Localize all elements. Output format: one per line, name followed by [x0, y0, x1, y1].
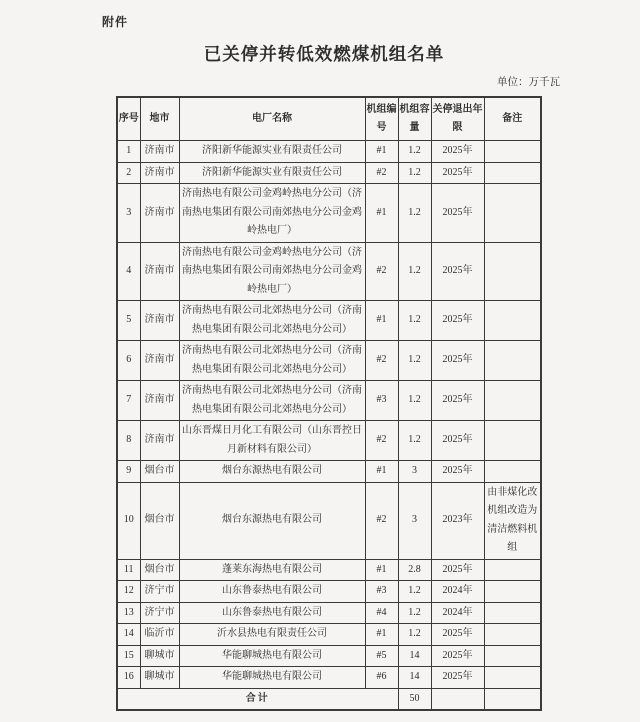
city-cell: 烟台市: [140, 461, 179, 483]
remark-cell: [484, 141, 541, 163]
table-row: [117, 559, 541, 581]
table-row: [117, 624, 541, 646]
remark-cell: [484, 301, 541, 341]
city-cell: 济南市: [140, 301, 179, 341]
unit-number-cell: #1: [365, 141, 398, 163]
retire-year-cell: 2025年: [431, 624, 484, 646]
plant-name-cell: 济阳新华能源实业有限责任公司: [179, 162, 365, 184]
unit-number-cell: #2: [365, 242, 398, 301]
row-number-cell: 14: [117, 624, 140, 646]
remark-cell: [484, 421, 541, 461]
city-cell: 烟台市: [140, 559, 179, 581]
total-label-cell: 合计: [117, 688, 398, 710]
city-cell: 济宁市: [140, 602, 179, 624]
table-row: [117, 602, 541, 624]
city-cell: 济南市: [140, 242, 179, 301]
row-number-cell: 15: [117, 645, 140, 667]
table-header-row: [117, 97, 541, 141]
unit-number-cell: #1: [365, 184, 398, 243]
unit-number-cell: #3: [365, 581, 398, 603]
row-number-cell: 2: [117, 162, 140, 184]
remark-cell: [484, 602, 541, 624]
units-table: [116, 96, 542, 711]
table-row: [117, 184, 541, 243]
plant-name-cell: 烟台东源热电有限公司: [179, 482, 365, 559]
plant-name-cell: 济阳新华能源实业有限责任公司: [179, 141, 365, 163]
capacity-cell: 2.8: [398, 559, 431, 581]
retire-year-cell: 2025年: [431, 184, 484, 243]
plant-name-cell: 烟台东源热电有限公司: [179, 461, 365, 483]
row-number-cell: 4: [117, 242, 140, 301]
unit-number-cell: #1: [365, 559, 398, 581]
header-serial-number: 序号: [117, 97, 140, 141]
remark-cell: [484, 162, 541, 184]
table-row: [117, 242, 541, 301]
header-unit-capacity: 机组容量: [398, 97, 431, 141]
table-row: [117, 667, 541, 689]
retire-year-cell: 2025年: [431, 667, 484, 689]
retire-year-cell: 2023年: [431, 482, 484, 559]
plant-name-cell: 济南热电有限公司金鸡岭热电分公司（济南热电集团有限公司南郊热电分公司金鸡岭热电厂）: [179, 184, 365, 243]
retire-year-cell: 2025年: [431, 461, 484, 483]
header-remark: 备注: [484, 97, 541, 141]
unit-number-cell: #6: [365, 667, 398, 689]
row-number-cell: 8: [117, 421, 140, 461]
city-cell: 济南市: [140, 162, 179, 184]
total-retire-year-cell: [431, 688, 484, 710]
row-number-cell: 6: [117, 341, 140, 381]
retire-year-cell: 2025年: [431, 645, 484, 667]
row-number-cell: 11: [117, 559, 140, 581]
plant-name-cell: 华能聊城热电有限公司: [179, 667, 365, 689]
retire-year-cell: 2025年: [431, 421, 484, 461]
capacity-cell: 1.2: [398, 602, 431, 624]
row-number-cell: 16: [117, 667, 140, 689]
table-row: [117, 381, 541, 421]
table-body: [117, 141, 541, 711]
capacity-cell: 1.2: [398, 162, 431, 184]
plant-name-cell: 华能聊城热电有限公司: [179, 645, 365, 667]
retire-year-cell: 2024年: [431, 602, 484, 624]
plant-name-cell: 蓬莱东海热电有限公司: [179, 559, 365, 581]
unit-number-cell: #2: [365, 162, 398, 184]
remark-cell: [484, 381, 541, 421]
remark-cell: [484, 341, 541, 381]
unit-number-cell: #4: [365, 602, 398, 624]
table-row: [117, 645, 541, 667]
remark-cell: [484, 461, 541, 483]
table-row: [117, 461, 541, 483]
capacity-cell: 1.2: [398, 581, 431, 603]
unit-number-cell: #1: [365, 301, 398, 341]
table-row: [117, 421, 541, 461]
unit-number-cell: #1: [365, 461, 398, 483]
capacity-cell: 1.2: [398, 242, 431, 301]
city-cell: 济南市: [140, 341, 179, 381]
row-number-cell: 7: [117, 381, 140, 421]
total-remark-cell: [484, 688, 541, 710]
row-number-cell: 5: [117, 301, 140, 341]
header-unit-number: 机组编号: [365, 97, 398, 141]
table-row: [117, 341, 541, 381]
table-row: [117, 141, 541, 163]
unit-number-cell: #3: [365, 381, 398, 421]
capacity-cell: 1.2: [398, 341, 431, 381]
table-row: [117, 301, 541, 341]
total-row: [117, 688, 541, 710]
city-cell: 聊城市: [140, 667, 179, 689]
unit-number-cell: #1: [365, 624, 398, 646]
retire-year-cell: 2024年: [431, 581, 484, 603]
row-number-cell: 3: [117, 184, 140, 243]
unit-number-cell: #2: [365, 421, 398, 461]
capacity-cell: 1.2: [398, 184, 431, 243]
remark-cell: 由非煤化改机组改造为清洁燃料机组: [484, 482, 541, 559]
unit-number-cell: #5: [365, 645, 398, 667]
city-cell: 临沂市: [140, 624, 179, 646]
total-capacity-cell: 50: [398, 688, 431, 710]
city-cell: 济南市: [140, 381, 179, 421]
table-row: [117, 581, 541, 603]
row-number-cell: 13: [117, 602, 140, 624]
table-row: [117, 162, 541, 184]
table-row: [117, 482, 541, 559]
header-city: 地市: [140, 97, 179, 141]
retire-year-cell: 2025年: [431, 381, 484, 421]
plant-name-cell: 济南热电有限公司北郊热电分公司（济南热电集团有限公司北郊热电分公司）: [179, 341, 365, 381]
header-plant-name: 电厂名称: [179, 97, 365, 141]
capacity-cell: 1.2: [398, 421, 431, 461]
unit-number-cell: #2: [365, 482, 398, 559]
unit-number-cell: #2: [365, 341, 398, 381]
plant-name-cell: 山东晋煤日月化工有限公司（山东晋控日月新材料有限公司）: [179, 421, 365, 461]
city-cell: 济南市: [140, 184, 179, 243]
capacity-cell: 1.2: [398, 301, 431, 341]
retire-year-cell: 2025年: [431, 559, 484, 581]
plant-name-cell: 济南热电有限公司北郊热电分公司（济南热电集团有限公司北郊热电分公司）: [179, 381, 365, 421]
row-number-cell: 10: [117, 482, 140, 559]
remark-cell: [484, 242, 541, 301]
remark-cell: [484, 559, 541, 581]
remark-cell: [484, 184, 541, 243]
header-retire-year: 关停退出年限: [431, 97, 484, 141]
row-number-cell: 9: [117, 461, 140, 483]
plant-name-cell: 济南热电有限公司金鸡岭热电分公司（济南热电集团有限公司南郊热电分公司金鸡岭热电厂）: [179, 242, 365, 301]
city-cell: 烟台市: [140, 482, 179, 559]
remark-cell: [484, 581, 541, 603]
remark-cell: [484, 667, 541, 689]
plant-name-cell: 济南热电有限公司北郊热电分公司（济南热电集团有限公司北郊热电分公司）: [179, 301, 365, 341]
city-cell: 聊城市: [140, 645, 179, 667]
plant-name-cell: 山东鲁泰热电有限公司: [179, 581, 365, 603]
unit-label: 单位：万千瓦: [497, 77, 560, 88]
retire-year-cell: 2025年: [431, 301, 484, 341]
row-number-cell: 1: [117, 141, 140, 163]
city-cell: 济南市: [140, 141, 179, 163]
remark-cell: [484, 645, 541, 667]
row-number-cell: 12: [117, 581, 140, 603]
capacity-cell: 3: [398, 461, 431, 483]
capacity-cell: 1.2: [398, 381, 431, 421]
page-title: 已关停并转低效燃煤机组名单: [203, 44, 445, 64]
attachment-label: 附件: [102, 15, 129, 29]
retire-year-cell: 2025年: [431, 162, 484, 184]
capacity-cell: 1.2: [398, 624, 431, 646]
retire-year-cell: 2025年: [431, 242, 484, 301]
capacity-cell: 3: [398, 482, 431, 559]
capacity-cell: 14: [398, 667, 431, 689]
city-cell: 济南市: [140, 421, 179, 461]
retire-year-cell: 2025年: [431, 341, 484, 381]
plant-name-cell: 沂水县热电有限责任公司: [179, 624, 365, 646]
remark-cell: [484, 624, 541, 646]
plant-name-cell: 山东鲁泰热电有限公司: [179, 602, 365, 624]
city-cell: 济宁市: [140, 581, 179, 603]
capacity-cell: 1.2: [398, 141, 431, 163]
retire-year-cell: 2025年: [431, 141, 484, 163]
capacity-cell: 14: [398, 645, 431, 667]
